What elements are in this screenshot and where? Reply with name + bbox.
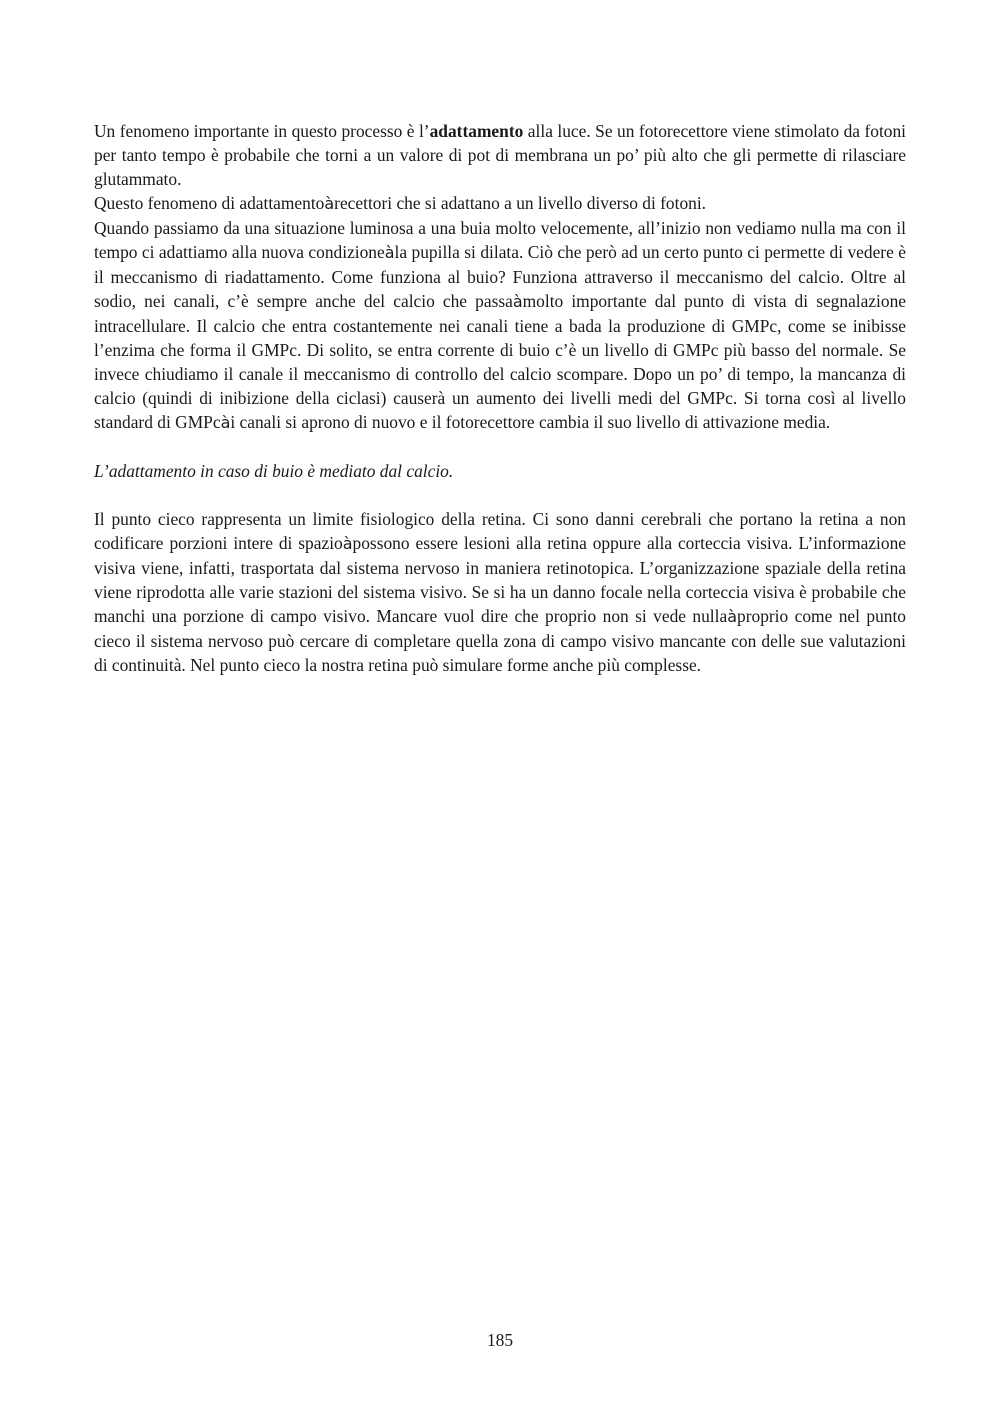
arrow-symbol: à [220, 413, 231, 432]
text-run: alla luce. Se un fotorecettore viene stimolato da fotoni per tanto tempo è probabile che torni a un valore di pot di membrana un po’ più alto che gli permette di rilasciare glutammato. [94, 121, 907, 189]
text-run: proprio come nel punto cieco il sistema nervoso può cercare di completare quella zona di campo visivo mancante con delle sue valutazioni di continuità. Nel punto cieco la nostra retina può simulare forme anche più complesse. [94, 606, 906, 675]
arrow-symbol: à [727, 607, 738, 626]
text-run: Il punto cieco rappresenta un limite fisiologico della retina. Ci sono danni cerebrali che portano la retina a non codificare porzioni intere di spazio [94, 509, 906, 553]
arrow-symbol: à [512, 292, 523, 311]
italic-summary: L’adattamento in caso di buio è mediato dal calcio. [94, 461, 454, 481]
text-run: i canali si aprono di nuovo e il fotorecettore cambia il suo livello di attivazione media. [230, 412, 831, 432]
arrow-symbol: à [384, 243, 395, 262]
arrow-symbol: à [342, 534, 353, 553]
text-run: recettori che si adattano a un livello diverso di fotoni. [334, 193, 707, 213]
arrow-symbol: à [324, 194, 335, 213]
text-run: molto importante dal punto di vista di segnalazione intracellulare. Il calcio che entra costantemente nei canali tiene a bada la produzione di GMPc, come se inibisse l’enzima che forma il GMPc. Di solito, se entra corrente di buio c’è un livello di GMPc più basso del normale. Se invece chiudiamo il canale il meccanismo di controllo del calcio scompare. Dopo un po’ di tempo, la mancanza di calcio (quindi di inibizione della ciclasi) causerà un aumento dei livelli medi del GMPc. Si torna così al livello standard di GMPc [94, 291, 906, 432]
text-run: la pupilla si dilata. Ciò che però ad un certo punto ci permette di vedere è il meccanismo di riadattamento. Come funziona al buio? Funziona attraverso il meccanismo del calcio. Oltre al sodio, nei canali, c’è sempre anche del calcio che passa [94, 242, 906, 311]
text-run: Un fenomeno importante in questo processo è l’ [94, 121, 430, 141]
paragraph-gap [94, 483, 906, 507]
paragraph-punto-cieco [94, 507, 906, 677]
text-run: possono essere lesioni alla retina oppure alla corteccia visiva. L’informazione visiva viene, infatti, trasportata dal sistema nervoso in maniera retinotopica. L’organizzazione spaziale della retina viene riprodotta alle varie stazioni del sistema visivo. Se si ha un danno focale nella corteccia visiva è probabile che manchi una porzione di campo visivo. Mancare vuol dire che proprio non si vede nulla [94, 533, 906, 626]
text-run: Questo fenomeno di adattamento [94, 193, 325, 213]
page-number: 185 [486, 1330, 514, 1350]
text-run: Quando passiamo da una situazione luminosa a una buia molto velocemente, all’inizio non vediamo nulla ma con il tempo ci adattiamo alla nuova condizione [94, 218, 906, 262]
bold-term-adattamento: adattamento [429, 121, 524, 141]
paragraph-adattamento-recettori [94, 191, 906, 216]
paragraph-buio-calcio [94, 216, 906, 435]
paragraph-adattamento-intro [94, 119, 906, 191]
paragraph-gap [94, 435, 906, 459]
page-body [94, 119, 906, 677]
